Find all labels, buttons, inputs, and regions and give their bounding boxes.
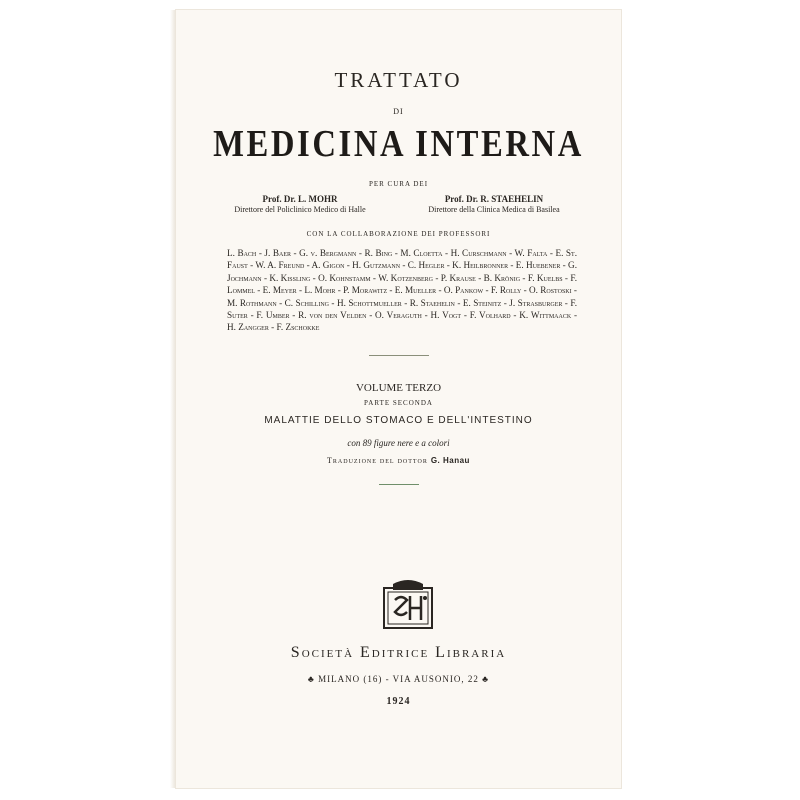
title-line1: TRATTATO [334,68,463,92]
translation-line [176,456,621,465]
editor-left [190,194,410,214]
divider-bottom [379,484,419,485]
editor-left-name: Prof. Dr. L. MOHR [262,194,338,204]
per-cura-label: PER CURA DEI [368,180,429,188]
publication-year: 1924 [386,696,411,707]
publisher-name: Società Editrice Libraria [290,644,507,661]
figures-note: con 89 figure nere e a colori [347,438,450,448]
main-title: MEDICINA INTERNA [213,123,584,165]
title-di: DI [393,107,404,116]
parte-label: PARTE SECONDA [364,399,433,407]
translator-name: G. Hanau [430,456,470,465]
translation-prefix: Traduzione del dottor [327,456,428,465]
club-ornament-icon: ♣ [307,674,319,684]
editor-right-name: Prof. Dr. R. STAEHELIN [444,194,544,204]
subject-title: MALATTIE DELLO STOMACO E DELL'INTESTINO [264,415,533,426]
publisher-logo-icon [381,578,435,632]
editor-left-role: Direttore del Policlinico Medico di Halle [234,205,366,214]
divider-top [369,355,429,356]
publisher-address-line [176,674,621,684]
collaboration-label: CON LA COLLABORAZIONE DEI PROFESSORI [306,230,491,238]
contributors-list: L. Bach - J. Baer - G. v. Bergmann - R. Bing - M. Cloetta - H. Curschmann - W. Falta - E. St. Faust - W. A. Freund - A. Gigon - H. Gutzmann - C. Hegler - K. Heilbronner - E. Huebener - G. Jochmann - K. Kissling - O. Kohnstamm - W. Kotzenberg - P. Krause - B. Krönig - F. Kuelbs - F. Lommel - E. Meyer - L. Mohr - P. Morawitz - E. Mueller - O. Pankow - F. Rolly - O. Rostoski - M. Rothmann - C. Schilling - H. Schottmueller - R. Staehelin - E. Steinitz - J. Strasburger - F. Suter - F. Umber - R. von den Velden - O. Veraguth - H. Vogt - F. Volhard - K. Wittmaack - H. Zangger - F. Zschokke [227,248,577,333]
editor-right-role: Direttore della Clinica Medica di Basilea [428,205,560,214]
volume-label: VOLUME TERZO [355,382,442,394]
publisher-address: MILANO (16) - VIA AUSONIO, 22 [318,674,479,684]
club-ornament-icon: ♣ [482,674,490,684]
title-page [176,10,621,788]
editor-right [384,194,604,214]
